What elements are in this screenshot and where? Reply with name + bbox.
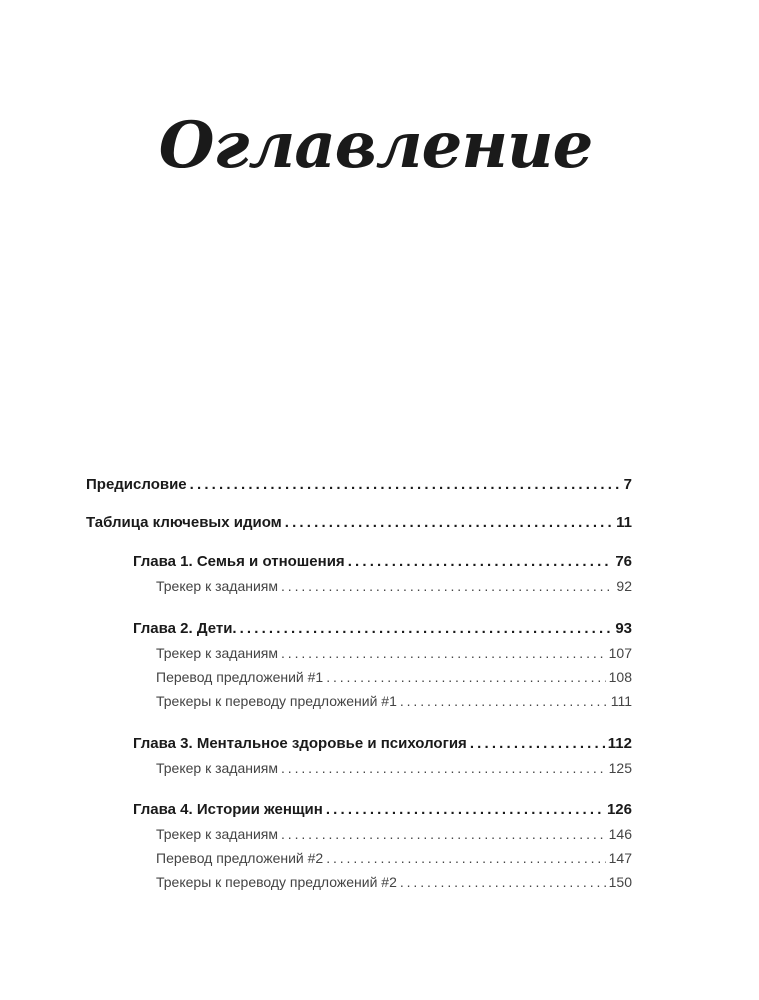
toc-entry-page: 11 (616, 514, 632, 531)
toc-entry-ch1-tracker[interactable] (156, 575, 632, 597)
toc-entry-page: 150 (608, 874, 632, 890)
toc-entry-label: Перевод предложений #2 (156, 850, 324, 866)
dot-leader (281, 642, 606, 664)
toc-entry-page: 92 (616, 578, 632, 594)
toc-entry-page: 147 (608, 850, 632, 866)
dot-leader (348, 551, 613, 573)
toc-entry-page: 112 (607, 735, 632, 752)
dot-leader (470, 733, 605, 755)
page-title: Оглавление (158, 108, 593, 183)
toc-entry-chapter-4[interactable] (133, 799, 632, 821)
toc-entry-idioms-table[interactable] (86, 512, 632, 534)
toc-entry-label: Глава 1. Семья и отношения (133, 553, 345, 570)
dot-leader (400, 871, 606, 893)
toc-entry-ch2-translation-trackers[interactable] (156, 690, 632, 712)
toc-entry-label: Глава 3. Ментальное здоровье и психология (133, 735, 467, 752)
dot-leader (326, 847, 605, 869)
dot-leader (281, 757, 606, 779)
dot-leader (240, 618, 613, 640)
toc-entry-label: Трекеры к переводу предложений #2 (156, 874, 397, 890)
toc-entry-label: Трекер к заданиям (156, 645, 279, 661)
toc-entry-label: Трекер к заданиям (156, 760, 279, 776)
toc-entry-label: Трекер к заданиям (156, 578, 279, 594)
toc-entry-label: Перевод предложений #1 (156, 669, 324, 685)
toc-entry-page: 146 (608, 826, 632, 842)
dot-leader (326, 666, 605, 688)
toc-entry-label: Таблица ключевых идиом (86, 514, 282, 531)
dot-leader (281, 575, 613, 597)
dot-leader (326, 799, 604, 821)
toc-entry-page: 107 (608, 645, 632, 661)
toc-entry-ch3-tracker[interactable] (156, 757, 632, 779)
toc-entry-ch2-translation[interactable] (156, 666, 632, 688)
dot-leader (190, 474, 621, 496)
toc-entry-label: Предисловие (86, 476, 187, 493)
toc-entry-ch4-translation[interactable] (156, 847, 632, 869)
toc-entry-label: Трекер к заданиям (156, 826, 279, 842)
toc-entry-foreword[interactable] (86, 474, 632, 496)
dot-leader (285, 512, 613, 534)
toc-entry-ch4-tracker[interactable] (156, 823, 632, 845)
toc-entry-ch4-translation-trackers[interactable] (156, 871, 632, 893)
toc-entry-chapter-1[interactable] (133, 551, 632, 573)
dot-leader (400, 690, 608, 712)
toc-entry-label: Трекеры к переводу предложений #1 (156, 693, 397, 709)
toc-entry-label: Глава 2. Дети. (133, 620, 237, 637)
toc-entry-page: 111 (610, 693, 632, 709)
toc-entry-ch2-tracker[interactable] (156, 642, 632, 664)
toc-entry-chapter-3[interactable] (133, 733, 632, 755)
dot-leader (281, 823, 606, 845)
toc-entry-page: 93 (615, 620, 632, 637)
toc-entry-label: Глава 4. Истории женщин (133, 801, 323, 818)
toc-entry-page: 125 (608, 760, 632, 776)
toc-entry-page: 7 (623, 476, 632, 493)
toc-entry-page: 76 (615, 553, 632, 570)
toc-entry-page: 108 (608, 669, 632, 685)
toc-entry-chapter-2[interactable] (133, 618, 632, 640)
toc-entry-page: 126 (606, 801, 632, 818)
